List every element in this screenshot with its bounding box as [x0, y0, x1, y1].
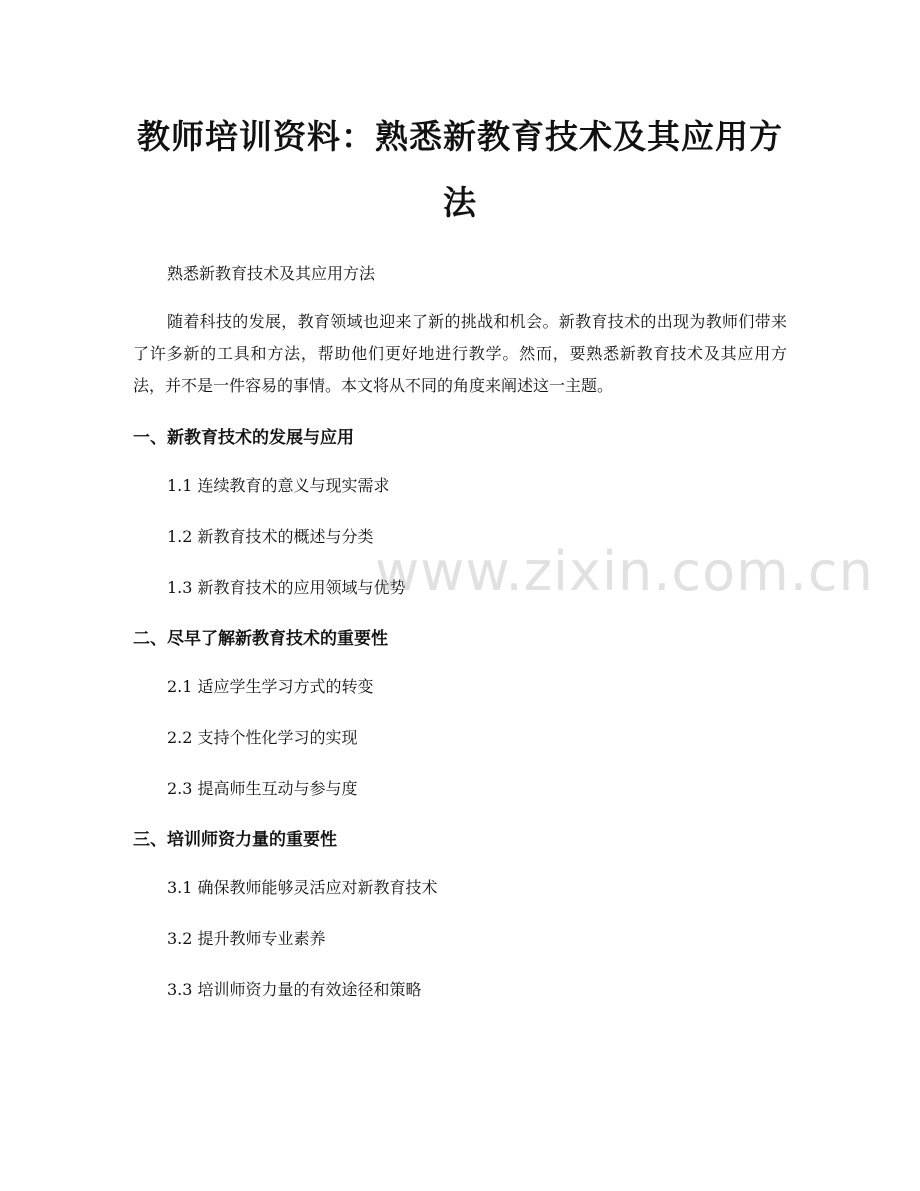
section-1	[133, 422, 787, 604]
section-heading: 二、尽早了解新教育技术的重要性	[133, 629, 388, 649]
section-heading: 三、培训师资力量的重要性	[133, 830, 337, 850]
section-item: 2.1 适应学生学习方式的转变	[167, 677, 374, 696]
section-item: 1.1 连续教育的意义与现实需求	[167, 476, 390, 495]
section-3	[133, 824, 787, 1006]
section-item: 3.3 培训师资力量的有效途径和策略	[167, 980, 422, 999]
intro-paragraph: 随着科技的发展，教育领域也迎来了新的挑战和机会。新教育技术的出现为教师们带来了许多新的工具和方法，帮助他们更好地进行教学。然而，要熟悉新教育技术及其应用方法，并不是一件容易的事情。本文将从不同的角度来阐述这一主题。	[133, 312, 787, 395]
document-title: 教师培训资料：熟悉新教育技术及其应用方法	[137, 117, 783, 222]
section-heading: 一、新教育技术的发展与应用	[133, 428, 354, 448]
section-item: 3.1 确保教师能够灵活应对新教育技术	[167, 878, 438, 897]
section-item: 2.2 支持个性化学习的实现	[167, 728, 358, 747]
section-2	[133, 623, 787, 805]
section-item: 1.3 新教育技术的应用领域与优势	[167, 578, 406, 597]
document-subtitle: 熟悉新教育技术及其应用方法	[167, 264, 376, 283]
section-item: 1.2 新教育技术的概述与分类	[167, 527, 374, 546]
watermark: www.zixin.com.cn	[375, 540, 874, 603]
section-item: 3.2 提升教师专业素养	[167, 929, 326, 948]
section-item: 2.3 提高师生互动与参与度	[167, 779, 358, 798]
